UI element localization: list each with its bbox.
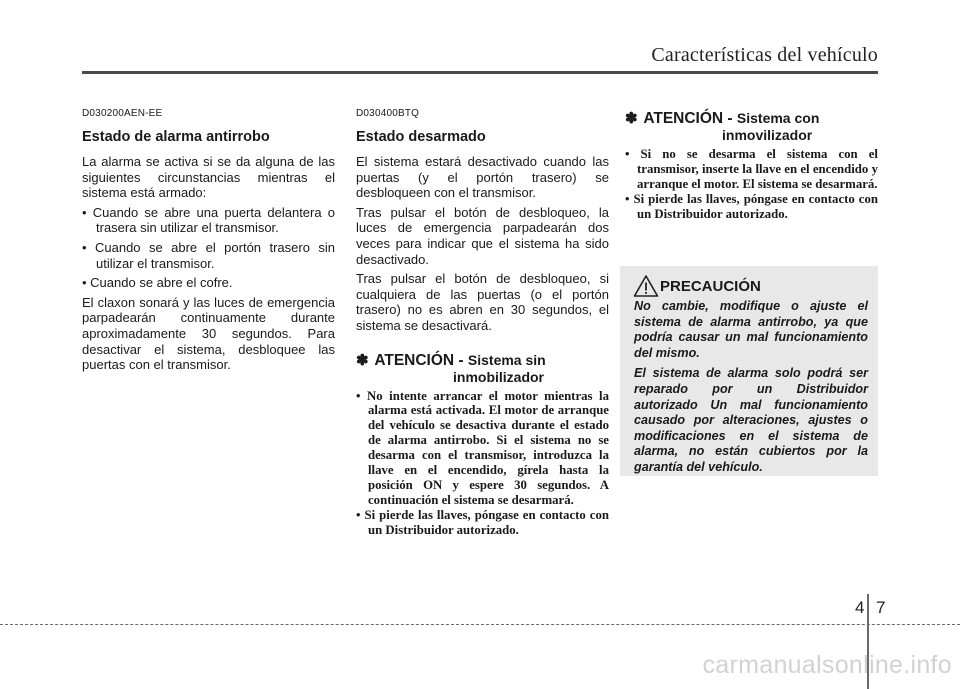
note-item: • No intente arrancar el motor mientras la alarma está activada. El motor de arranque del vehículo se desactiva durante el estado de alarma antirrobo. Si el sistema no se desarma con el transmisor, introduzca la llave en el encendido, gírela hasta la posición ON y espere 30 segundos. A continuación el sistema se desarmará. (356, 388, 609, 507)
paragraph: El claxon sonará y las luces de emergencia parpadearán continuamente durante aproximadamente 30 segundos. Para desactivar el sistema, desbloquee las puertas con el transmisor. (82, 294, 335, 373)
list-item: • Cuando se abre el portón trasero sin utilizar el transmisor. (82, 239, 335, 271)
list-item: • Cuando se abre el cofre. (82, 275, 233, 291)
asterisk-icon: ✽ (625, 110, 638, 127)
caution-box (620, 266, 878, 476)
note-list (356, 389, 609, 538)
note-item: • Si pierde las llaves, póngase en contacto con un Distribuidor autorizado. (356, 507, 609, 537)
attention-subtitle: Sistema con (736, 110, 820, 126)
caution-paragraph: No cambie, modifique o ajuste el sistema de alarma antirrobo, ya que podría causar un mal funcionamiento del mismo. (634, 299, 868, 360)
attention-subtitle-line2: inmovilizador (722, 127, 813, 143)
attention-heading (625, 110, 878, 143)
column-alarm-state (82, 108, 335, 377)
footer-rule (0, 624, 960, 625)
page-number: 7 (876, 598, 886, 617)
paragraph: Tras pulsar el botón de desbloqueo, la luces de emergencia parpadearán dos veces para indicar que el sistema ha sido desactivado. (356, 204, 609, 267)
note-list (625, 147, 878, 222)
section-title: Características del vehículo (651, 44, 878, 66)
section-heading: Estado desarmado (356, 129, 486, 145)
attention-label: ATENCIÓN - (374, 351, 464, 369)
header-rule (82, 71, 878, 74)
caution-paragraph: El sistema de alarma solo podrá ser reparado por un Distribuidor autorizado Un mal funcionamiento causado por alteraciones, ajustes o modificaciones en el sistema de alarma, no están cubiertos por la garantía del vehículo. (634, 366, 868, 474)
attention-heading (356, 352, 609, 385)
paragraph: Tras pulsar el botón de desbloqueo, si cualquiera de las puertas (o el portón trasero) no es abren en 30 segundos, el sistema se desactivará. (356, 271, 609, 333)
caution-title: PRECAUCIÓN (660, 278, 761, 295)
list-item: • Cuando se abre una puerta delantera o trasera sin utilizar el transmisor. (82, 204, 335, 236)
note-item: • Si no se desarma el sistema con el transmisor, inserte la llave en el encendido y arranque el motor. El sistema se desarmará. (625, 147, 878, 191)
column-disarmed-state (356, 108, 609, 538)
attention-subtitle: Sistema sin (467, 351, 546, 368)
attention-subtitle-line2: inmobilizador (453, 368, 544, 385)
bullet-list (82, 205, 335, 291)
note-item: • Si pierde las llaves, póngase en contacto con un Distribuidor autorizado. (625, 191, 878, 221)
paragraph: El sistema estará desactivado cuando las puertas (y el portón trasero) se desbloqueen con el transmisor. (356, 154, 609, 201)
page-section-number: 4 (855, 598, 865, 617)
watermark: carmanualsonline.info (702, 651, 952, 679)
section-code: D030400BTQ (356, 108, 420, 119)
section-code: D030200AEN-EE (82, 108, 163, 119)
paragraph: La alarma se activa si se da alguna de las siguientes circunstancias mientras el sistema está armado: (82, 154, 335, 201)
caution-body (634, 299, 868, 481)
asterisk-icon: ✽ (356, 351, 369, 369)
section-heading: Estado de alarma antirrobo (82, 129, 270, 145)
attention-label: ATENCIÓN - (643, 110, 733, 127)
column-immobilizer-note (625, 110, 878, 222)
